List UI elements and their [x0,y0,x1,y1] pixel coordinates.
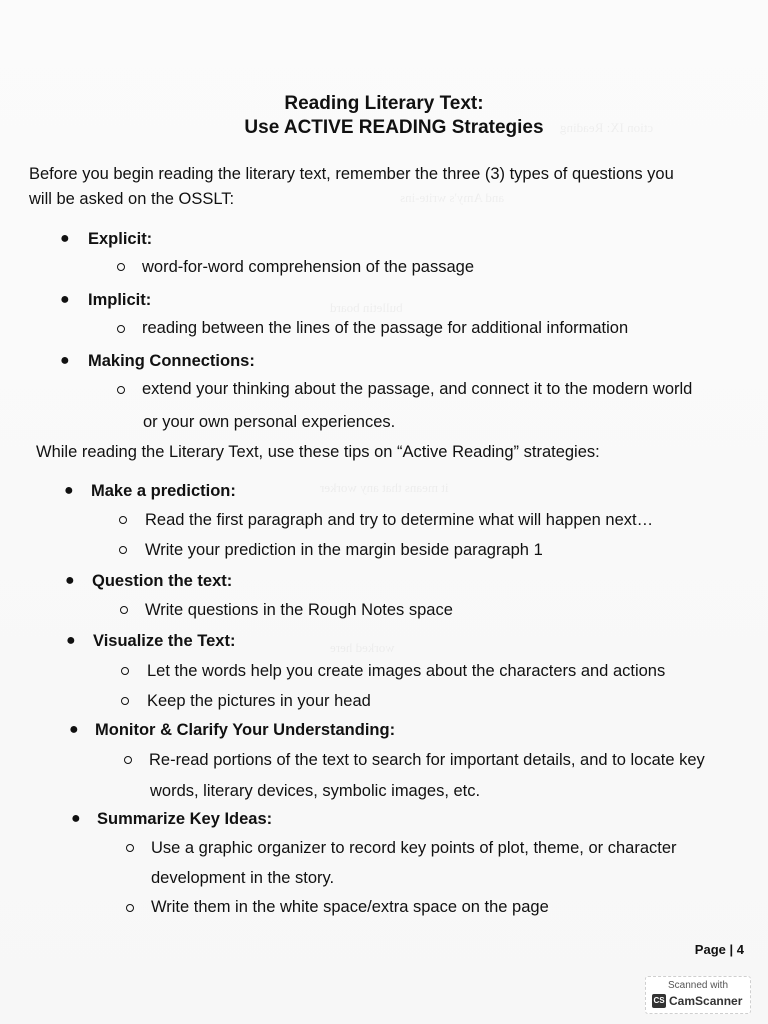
sub-bullet-icon [121,697,129,705]
sub-bullet-icon [124,756,132,764]
question-type-label: Implicit: [88,291,152,309]
bleed-through-text: and Amy's write-ins [400,190,505,205]
question-type-label: Explicit: [88,230,153,248]
tip-item: Write your prediction in the margin beside paragraph 1 [145,541,543,559]
bleed-through-text: worked here [330,640,395,655]
bullet-icon: ● [65,572,75,589]
tip-item: Let the words help you create images about the characters and actions [147,662,666,680]
sub-bullet-icon [126,844,134,852]
bullet-icon: ● [64,482,74,499]
tip-item: Keep the pictures in your head [147,692,371,710]
bleed-through-text: it means that any worker [320,480,449,495]
sub-bullet-icon [119,546,127,554]
tip-label: Visualize the Text: [93,632,236,650]
tip-item: Use a graphic organizer to record key points of plot, theme, or character [151,839,677,857]
tip-item: Write them in the white space/extra space on the page [151,898,549,916]
tip-item: Read the first paragraph and try to determine what will happen next… [145,511,654,529]
sub-bullet-icon [117,386,125,394]
sub-bullet-icon [126,904,134,912]
question-type-detail: or your own personal experiences. [143,413,396,431]
page-separator: | [729,942,734,957]
question-type-label: Making Connections: [88,352,255,370]
tip-item: Re-read portions of the text to search for important details, and to locate key [149,751,705,769]
tip-label: Make a prediction: [91,482,236,500]
bullet-icon: ● [69,721,79,738]
tips-intro: While reading the Literary Text, use these tips on “Active Reading” strategies: [36,443,600,461]
tip-item: development in the story. [151,869,335,887]
camscanner-logo-icon: CS [652,994,666,1008]
tip-label: Summarize Key Ideas: [97,810,273,828]
camscanner-name: CamScanner [669,994,743,1008]
page-number [695,942,744,957]
page-label: Page [694,942,726,957]
tip-label: Question the text: [92,572,233,590]
bullet-icon: ● [71,810,81,827]
page-title-line2: Use ACTIVE READING Strategies [244,117,544,138]
bullet-icon: ● [66,632,76,649]
bleed-through-text: bulletin board [330,300,403,315]
bleed-through-text: ction IX: Reading [560,120,654,135]
sub-bullet-icon [117,263,125,271]
tip-item: Write questions in the Rough Notes space [145,601,453,619]
sub-bullet-icon [121,667,129,675]
sub-bullet-icon [117,325,125,333]
question-type-detail: reading between the lines of the passage for additional information [142,319,629,337]
scanned-with-caption: Scanned with [667,980,729,991]
question-type-detail: extend your thinking about the passage, and connect it to the modern world [142,380,693,398]
bullet-icon: ● [60,230,70,247]
bullet-icon: ● [60,352,70,369]
camscanner-watermark [645,976,751,1014]
page-title-line1: Reading Literary Text: [284,93,484,114]
intro-line2: will be asked on the OSSLT: [29,190,235,208]
page-number-value: 4 [736,942,744,957]
sub-bullet-icon [119,516,127,524]
tip-label: Monitor & Clarify Your Understanding: [95,721,396,739]
tip-item: words, literary devices, symbolic images, etc. [150,782,481,800]
question-type-detail: word-for-word comprehension of the passage [142,258,475,276]
intro-line1: Before you begin reading the literary text, remember the three (3) types of questions you [29,165,674,183]
sub-bullet-icon [120,606,128,614]
bullet-icon: ● [60,291,70,308]
